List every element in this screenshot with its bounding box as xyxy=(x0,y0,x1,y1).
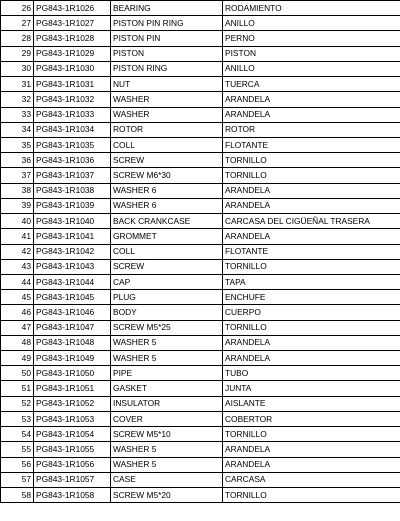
description-es-cell: RODAMIENTO xyxy=(223,1,400,16)
description-en-cell: INSULATOR xyxy=(111,396,223,411)
part-code-cell: PG843-1R1032 xyxy=(34,92,111,107)
table-row xyxy=(1,31,400,46)
part-code-cell: PG843-1R1033 xyxy=(34,107,111,122)
part-code-cell: PG843-1R1050 xyxy=(34,366,111,381)
row-number-cell: 53 xyxy=(1,411,34,426)
row-number-cell: 27 xyxy=(1,16,34,31)
part-code-cell: PG843-1R1053 xyxy=(34,411,111,426)
table-row xyxy=(1,92,400,107)
description-es-cell: ROTOR xyxy=(223,122,400,137)
description-es-cell: TORNILLO xyxy=(223,168,400,183)
table-row xyxy=(1,153,400,168)
description-en-cell: SCREW xyxy=(111,259,223,274)
row-number-cell: 34 xyxy=(1,122,34,137)
description-es-cell: TORNILLO xyxy=(223,427,400,442)
part-code-cell: PG843-1R1037 xyxy=(34,168,111,183)
row-number-cell: 29 xyxy=(1,46,34,61)
description-es-cell: ARANDELA xyxy=(223,442,400,457)
description-en-cell: WASHER 5 xyxy=(111,335,223,350)
table-row xyxy=(1,411,400,426)
description-es-cell: ARANDELA xyxy=(223,229,400,244)
description-es-cell: CARCASA xyxy=(223,472,400,487)
table-row xyxy=(1,427,400,442)
row-number-cell: 43 xyxy=(1,259,34,274)
part-code-cell: PG843-1R1051 xyxy=(34,381,111,396)
description-en-cell: GROMMET xyxy=(111,229,223,244)
row-number-cell: 46 xyxy=(1,305,34,320)
part-code-cell: PG843-1R1036 xyxy=(34,153,111,168)
table-row xyxy=(1,290,400,305)
part-code-cell: PG843-1R1054 xyxy=(34,427,111,442)
table-row xyxy=(1,107,400,122)
description-es-cell: ARANDELA xyxy=(223,92,400,107)
part-code-cell: PG843-1R1040 xyxy=(34,214,111,229)
description-en-cell: WASHER xyxy=(111,92,223,107)
part-code-cell: PG843-1R1034 xyxy=(34,122,111,137)
description-es-cell: COBERTOR xyxy=(223,411,400,426)
description-en-cell: PISTON PIN xyxy=(111,31,223,46)
description-en-cell: COLL xyxy=(111,244,223,259)
description-en-cell: PISTON xyxy=(111,46,223,61)
row-number-cell: 47 xyxy=(1,320,34,335)
row-number-cell: 41 xyxy=(1,229,34,244)
description-en-cell: WASHER 5 xyxy=(111,457,223,472)
description-en-cell: COVER xyxy=(111,411,223,426)
row-number-cell: 26 xyxy=(1,1,34,16)
description-es-cell: ARANDELA xyxy=(223,198,400,213)
description-en-cell: SCREW M5*20 xyxy=(111,488,223,503)
table-row xyxy=(1,457,400,472)
part-code-cell: PG843-1R1039 xyxy=(34,198,111,213)
description-en-cell: WASHER xyxy=(111,107,223,122)
description-es-cell: ARANDELA xyxy=(223,107,400,122)
description-en-cell: SCREW M5*10 xyxy=(111,427,223,442)
description-en-cell: WASHER 5 xyxy=(111,442,223,457)
row-number-cell: 28 xyxy=(1,31,34,46)
description-en-cell: SCREW M5*25 xyxy=(111,320,223,335)
row-number-cell: 35 xyxy=(1,137,34,152)
parts-table-body xyxy=(1,1,400,503)
row-number-cell: 42 xyxy=(1,244,34,259)
part-code-cell: PG843-1R1057 xyxy=(34,472,111,487)
table-row xyxy=(1,305,400,320)
description-es-cell: TORNILLO xyxy=(223,153,400,168)
table-row xyxy=(1,168,400,183)
description-es-cell: ARANDELA xyxy=(223,457,400,472)
table-row xyxy=(1,274,400,289)
description-en-cell: BODY xyxy=(111,305,223,320)
part-code-cell: PG843-1R1041 xyxy=(34,229,111,244)
description-es-cell: ANILLO xyxy=(223,61,400,76)
description-en-cell: BACK CRANKCASE xyxy=(111,214,223,229)
part-code-cell: PG843-1R1048 xyxy=(34,335,111,350)
part-code-cell: PG843-1R1029 xyxy=(34,46,111,61)
table-row xyxy=(1,366,400,381)
part-code-cell: PG843-1R1049 xyxy=(34,351,111,366)
table-row xyxy=(1,198,400,213)
row-number-cell: 39 xyxy=(1,198,34,213)
description-es-cell: AISLANTE xyxy=(223,396,400,411)
description-es-cell: ARANDELA xyxy=(223,335,400,350)
table-row xyxy=(1,61,400,76)
description-en-cell: BEARING xyxy=(111,1,223,16)
row-number-cell: 52 xyxy=(1,396,34,411)
description-es-cell: TORNILLO xyxy=(223,488,400,503)
row-number-cell: 49 xyxy=(1,351,34,366)
row-number-cell: 54 xyxy=(1,427,34,442)
description-en-cell: PISTON RING xyxy=(111,61,223,76)
description-en-cell: COLL xyxy=(111,137,223,152)
description-en-cell: ROTOR xyxy=(111,122,223,137)
row-number-cell: 50 xyxy=(1,366,34,381)
part-code-cell: PG843-1R1030 xyxy=(34,61,111,76)
row-number-cell: 30 xyxy=(1,61,34,76)
description-en-cell: CASE xyxy=(111,472,223,487)
table-row xyxy=(1,396,400,411)
description-en-cell: WASHER 6 xyxy=(111,183,223,198)
part-code-cell: PG843-1R1052 xyxy=(34,396,111,411)
row-number-cell: 36 xyxy=(1,153,34,168)
row-number-cell: 58 xyxy=(1,488,34,503)
description-es-cell: JUNTA xyxy=(223,381,400,396)
table-row xyxy=(1,137,400,152)
description-es-cell: TUBO xyxy=(223,366,400,381)
description-es-cell: TORNILLO xyxy=(223,320,400,335)
description-es-cell: CARCASA DEL CIGÜEÑAL TRASERA xyxy=(223,214,400,229)
description-es-cell: TORNILLO xyxy=(223,259,400,274)
description-es-cell: FLOTANTE xyxy=(223,244,400,259)
description-en-cell: SCREW M6*30 xyxy=(111,168,223,183)
description-en-cell: PIPE xyxy=(111,366,223,381)
row-number-cell: 38 xyxy=(1,183,34,198)
description-es-cell: TUERCA xyxy=(223,77,400,92)
row-number-cell: 40 xyxy=(1,214,34,229)
part-code-cell: PG843-1R1028 xyxy=(34,31,111,46)
row-number-cell: 37 xyxy=(1,168,34,183)
table-row xyxy=(1,16,400,31)
table-row xyxy=(1,320,400,335)
table-row xyxy=(1,1,400,16)
description-es-cell: PISTON xyxy=(223,46,400,61)
part-code-cell: PG843-1R1058 xyxy=(34,488,111,503)
part-code-cell: PG843-1R1043 xyxy=(34,259,111,274)
description-es-cell: ARANDELA xyxy=(223,351,400,366)
description-en-cell: SCREW xyxy=(111,153,223,168)
description-en-cell: PLUG xyxy=(111,290,223,305)
row-number-cell: 57 xyxy=(1,472,34,487)
row-number-cell: 33 xyxy=(1,107,34,122)
table-row xyxy=(1,488,400,503)
row-number-cell: 44 xyxy=(1,274,34,289)
row-number-cell: 32 xyxy=(1,92,34,107)
table-row xyxy=(1,259,400,274)
description-en-cell: PISTON PIN RING xyxy=(111,16,223,31)
table-row xyxy=(1,229,400,244)
row-number-cell: 48 xyxy=(1,335,34,350)
table-row xyxy=(1,122,400,137)
row-number-cell: 45 xyxy=(1,290,34,305)
description-es-cell: FLOTANTE xyxy=(223,137,400,152)
description-en-cell: CAP xyxy=(111,274,223,289)
part-code-cell: PG843-1R1055 xyxy=(34,442,111,457)
part-code-cell: PG843-1R1035 xyxy=(34,137,111,152)
description-es-cell: ENCHUFE xyxy=(223,290,400,305)
part-code-cell: PG843-1R1044 xyxy=(34,274,111,289)
description-es-cell: ARANDELA xyxy=(223,183,400,198)
table-row xyxy=(1,46,400,61)
part-code-cell: PG843-1R1038 xyxy=(34,183,111,198)
description-es-cell: ANILLO xyxy=(223,16,400,31)
description-en-cell: NUT xyxy=(111,77,223,92)
row-number-cell: 56 xyxy=(1,457,34,472)
part-code-cell: PG843-1R1042 xyxy=(34,244,111,259)
row-number-cell: 51 xyxy=(1,381,34,396)
description-en-cell: GASKET xyxy=(111,381,223,396)
table-row xyxy=(1,472,400,487)
part-code-cell: PG843-1R1031 xyxy=(34,77,111,92)
part-code-cell: PG843-1R1027 xyxy=(34,16,111,31)
part-code-cell: PG843-1R1046 xyxy=(34,305,111,320)
description-es-cell: CUERPO xyxy=(223,305,400,320)
table-row xyxy=(1,442,400,457)
table-row xyxy=(1,351,400,366)
part-code-cell: PG843-1R1026 xyxy=(34,1,111,16)
row-number-cell: 31 xyxy=(1,77,34,92)
table-row xyxy=(1,214,400,229)
description-es-cell: PERNO xyxy=(223,31,400,46)
table-row xyxy=(1,77,400,92)
description-es-cell: TAPA xyxy=(223,274,400,289)
part-code-cell: PG843-1R1045 xyxy=(34,290,111,305)
description-en-cell: WASHER 6 xyxy=(111,198,223,213)
description-en-cell: WASHER 5 xyxy=(111,351,223,366)
part-code-cell: PG843-1R1056 xyxy=(34,457,111,472)
table-row xyxy=(1,244,400,259)
part-code-cell: PG843-1R1047 xyxy=(34,320,111,335)
table-row xyxy=(1,183,400,198)
table-row xyxy=(1,335,400,350)
table-row xyxy=(1,381,400,396)
row-number-cell: 55 xyxy=(1,442,34,457)
